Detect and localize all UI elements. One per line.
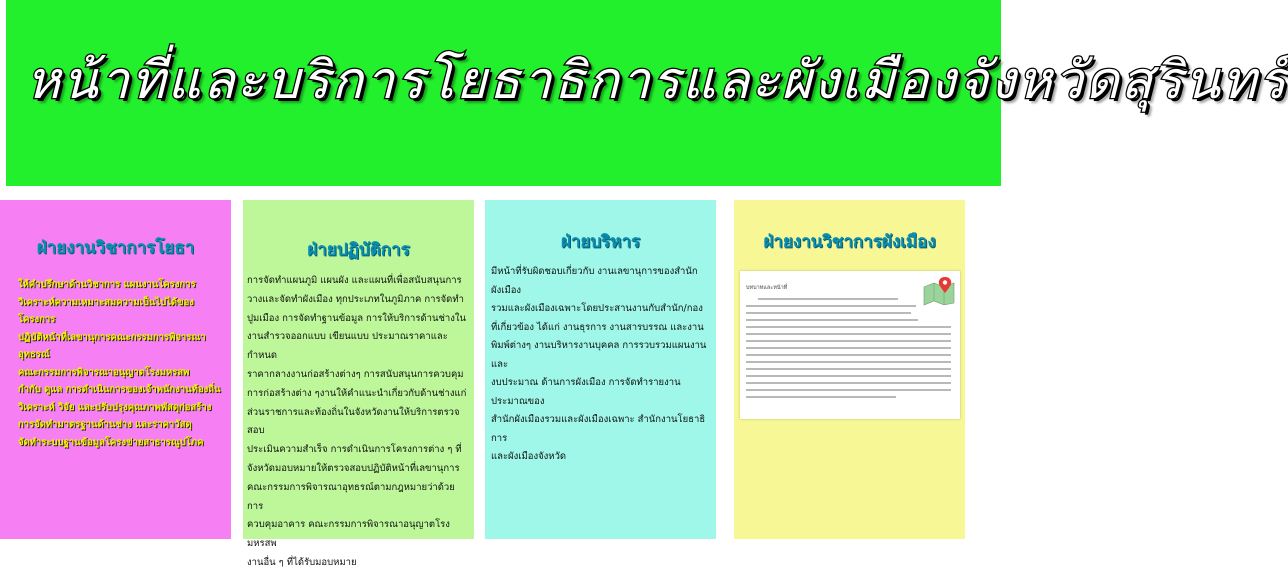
panel-body <box>247 272 470 573</box>
panel-line: วางและจัดทำผังเมือง ทุกประเภทในภูมิภาค การจัดทำ <box>247 293 464 305</box>
panel-city-planning <box>734 200 965 539</box>
panel-line: จัดทำระบบฐานข้อมูลโครงข่ายสาธารณูปโภค <box>18 436 204 448</box>
panel-title: ฝ่ายงานวิชาการโยธา <box>36 238 195 258</box>
panel-title: ฝ่ายงานวิชาการผังเมือง <box>763 232 936 252</box>
panel-operations <box>243 200 474 568</box>
page-title: หน้าที่และบริการโยธาธิการและผังเมืองจังหวัดสุรินทร์ <box>26 51 1288 111</box>
panel-line: พิมพ์ต่างๆ งานบริหารงานบุคคล การรวบรวมแผนงานและ <box>491 340 707 370</box>
panel-title: ฝ่ายปฏิบัติการ <box>307 240 410 260</box>
panel-line: ให้คำปรึกษาด้านวิชาการ แผนงานโครงการ <box>18 279 196 290</box>
panel-line: มีหน้าที่รับผิดชอบเกี่ยวกับ งานเลขานุการของสำนักผังเมือง <box>491 266 698 296</box>
panel-line: กำกับ ดูแล การดำเนินการของเจ้าพนักงานท้องถิ่น <box>18 384 221 395</box>
panel-line: ควบคุมอาคาร คณะกรรมการพิจารณาอนุญาตโรงมหรสพ <box>247 519 450 550</box>
panel-line: การก่อสร้างต่าง ๆงานให้คำแนะนำเกี่ยวกับด้านช่างแก่ <box>247 387 467 399</box>
panel-line: งบประมาณ ด้านการผังเมือง การจัดทำรายงานประมาณของ <box>491 377 681 407</box>
panel-line: งานสำรวจออกแบบ เขียนแบบ ประมาณราคาและกำหนด <box>247 331 448 362</box>
panel-administration <box>485 200 716 539</box>
document-image <box>740 271 960 419</box>
panel-line: วิเคราะห์ วิจัย และปรับปรุงคุณภาพพัสดุก่อสร้าง <box>18 401 212 413</box>
panel-line: การจัดทำแผนภูมิ แผนผัง และแผนที่เพื่อสนับสนุนการ <box>247 275 462 286</box>
panel-title: ฝ่ายบริหาร <box>560 232 641 252</box>
panel-line: งานอื่น ๆ ที่ได้รับมอบหมาย <box>247 556 357 568</box>
panel-body <box>491 263 710 467</box>
panel-line: ปูมเมือง การจัดทำฐานข้อมูล การให้บริการด้านช่างใน <box>247 312 467 324</box>
panel-line: ที่เกี่ยวข้อง ได้แก่ งานธุรการ งานสารบรรณ และงาน <box>491 321 704 333</box>
panel-line: จังหวัดมอบหมายให้ตรวจสอบปฏิบัติหน้าที่เลขานุการ <box>247 462 460 474</box>
panel-body <box>18 276 223 451</box>
memo-heading: บทบาทและหน้าที่ <box>746 285 788 291</box>
panel-line: คณะกรรมการพิจารณาอนุญาตโรงมหรสพ <box>18 366 190 378</box>
panel-line: ปฏิบัติหน้าที่เลขานุการคณะกรรมการพิจารณาอุทธรณ์ <box>18 331 206 360</box>
panel-line: ราคากลางงานก่อสร้างต่างๆ การสนับสนุนการควบคุม <box>247 368 464 380</box>
map-pin-icon <box>922 275 956 305</box>
panel-line: การจัดทำมาตรฐานด้านช่าง และราคาวัสดุ <box>18 419 192 430</box>
panel-line: และผังเมืองจังหวัด <box>491 451 567 462</box>
panel-line: ส่วนราชการและท้องถิ่นในจังหวัดงานให้บริการตรวจสอบ <box>247 406 460 437</box>
panel-line: คณะกรรมการพิจารณาอุทธรณ์ตามกฎหมายว่าด้วยการ <box>247 481 455 512</box>
panel-line: รวมและผังเมืองเฉพาะโดยประสานงานกับสำนัก/กอง <box>491 303 703 314</box>
panel-line: ประเมินความสำเร็จ การดำเนินการโครงการต่าง ๆ ที่ <box>247 444 462 456</box>
header-banner <box>6 0 1288 186</box>
panel-civil-engineering <box>0 200 231 539</box>
panel-line: วิเคราะห์ความเหมาะสมความเป็นไปได้ของโครงการ <box>18 296 194 325</box>
panel-line: สำนักผังเมืองรวมและผังเมืองเฉพาะ สำนักงานโยธาธิการ <box>491 414 706 444</box>
